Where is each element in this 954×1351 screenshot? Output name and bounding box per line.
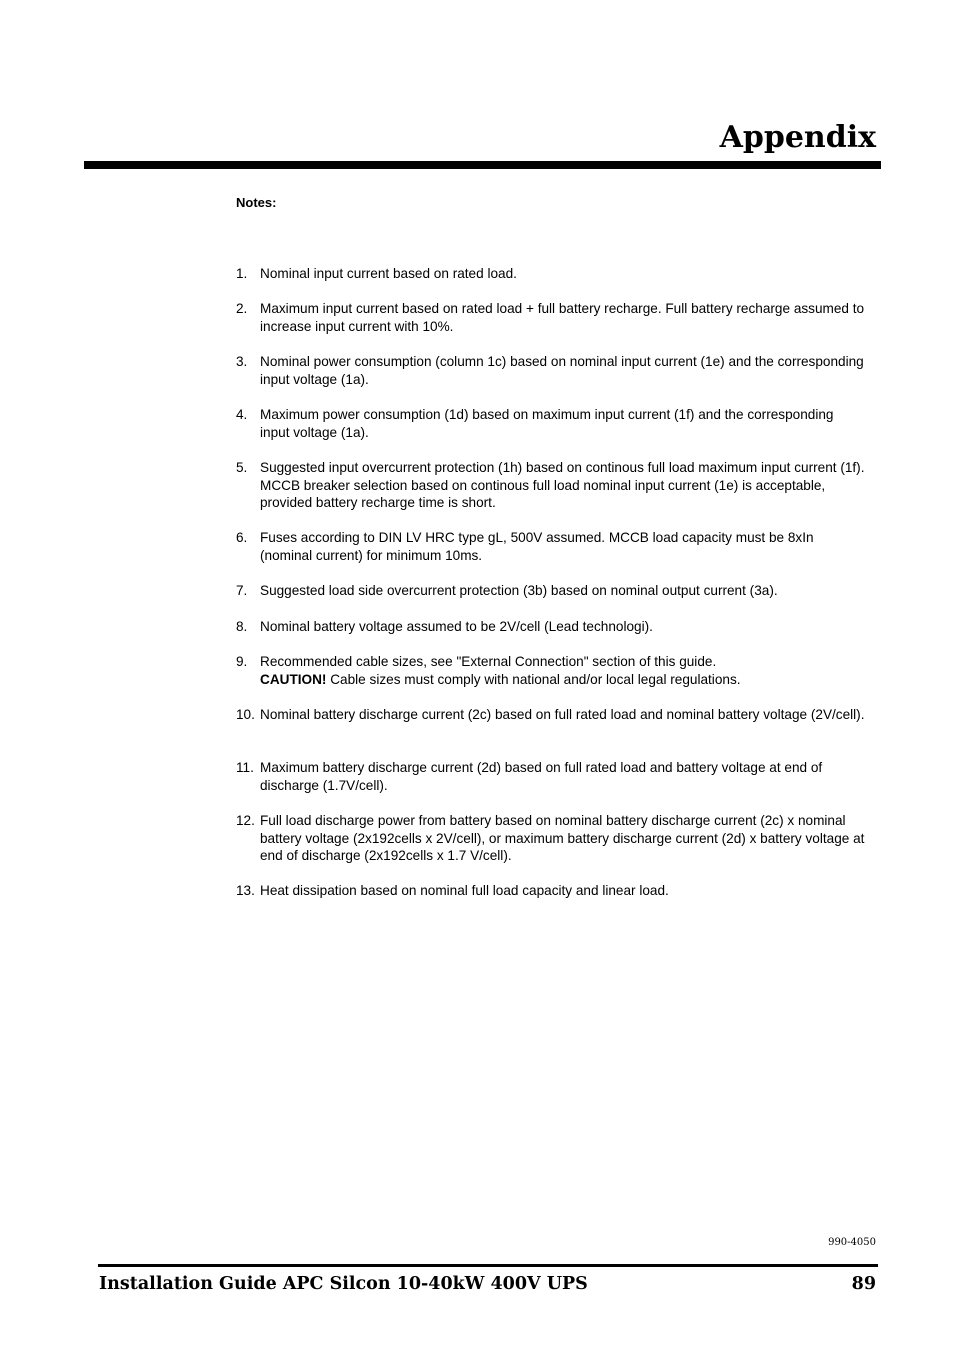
note-text: Suggested input overcurrent protection (1h) based on continous full load maximum input current (1f). MCCB breaker selection based on continous full load nominal input current (1e) is acceptable, provided battery recharge time is short. — [260, 460, 865, 511]
page-title: Appendix — [719, 120, 876, 155]
footer-rule — [98, 1264, 878, 1267]
footer-title: Installation Guide APC Silcon 10-40kW 400V UPS — [99, 1274, 588, 1294]
page-number: 89 — [851, 1274, 876, 1294]
note-item — [236, 812, 866, 865]
note-item — [236, 882, 866, 900]
note-number: 4. — [236, 407, 248, 422]
note-number: 9. — [236, 654, 248, 669]
note-item — [236, 265, 866, 283]
note-text: Nominal battery voltage assumed to be 2V/cell (Lead technologi). — [260, 619, 653, 634]
note-number: 3. — [236, 354, 248, 369]
note-text: Nominal input current based on rated load. — [260, 266, 517, 281]
note-text: Nominal power consumption (column 1c) based on nominal input current (1e) and the corresponding input voltage (1a). — [260, 354, 864, 387]
header-rule — [84, 161, 881, 169]
note-text: Heat dissipation based on nominal full load capacity and linear load. — [260, 883, 669, 898]
note-text: Maximum battery discharge current (2d) based on full rated load and battery voltage at end of discharge (1.7V/cell). — [260, 760, 823, 793]
note-number: 10. — [236, 707, 255, 722]
note-text: Maximum power consumption (1d) based on maximum input current (1f) and the corresponding input voltage (1a). — [260, 407, 834, 440]
note-number: 1. — [236, 266, 248, 281]
note-number: 13. — [236, 883, 255, 898]
note-number: 2. — [236, 301, 248, 316]
note-number: 8. — [236, 619, 248, 634]
note-text: Recommended cable sizes, see "External Connection" section of this guide. — [260, 654, 717, 669]
note-item — [236, 618, 866, 636]
note-text: Fuses according to DIN LV HRC type gL, 500V assumed. MCCB load capacity must be 8xIn (nominal current) for minimum 10ms. — [260, 530, 814, 563]
note-text: Suggested load side overcurrent protection (3b) based on nominal output current (3a). — [260, 583, 778, 598]
note-item — [236, 406, 866, 441]
note-number: 7. — [236, 583, 248, 598]
note-text: Maximum input current based on rated load + full battery recharge. Full battery recharge assumed to increase input current with 10%. — [260, 301, 865, 334]
note-number: 12. — [236, 813, 255, 828]
note-number: 5. — [236, 460, 248, 475]
document-number: 990-4050 — [828, 1237, 876, 1248]
note-item — [236, 706, 866, 724]
note-item — [236, 529, 866, 564]
note-number: 11. — [236, 760, 254, 775]
caution-label: CAUTION! — [260, 671, 327, 687]
note-number: 6. — [236, 530, 248, 545]
note-item — [236, 759, 866, 794]
note-item — [236, 459, 866, 512]
note-text: Full load discharge power from battery based on nominal battery discharge current (2c) x nominal battery voltage (2x192cells x 2V/cell), or maximum battery discharge current (2d) x battery voltage at end of discharge (2x192cells x 1.7 V/cell). — [260, 813, 865, 864]
note-item — [236, 300, 866, 335]
note-item — [236, 353, 866, 388]
note-item — [236, 582, 866, 600]
note-text: Nominal battery discharge current (2c) based on full rated load and nominal battery voltage (2V/cell). — [260, 707, 865, 722]
notes-heading: Notes: — [236, 195, 277, 210]
note-item — [236, 653, 866, 688]
caution-text: Cable sizes must comply with national and/or local legal regulations. — [326, 671, 741, 687]
